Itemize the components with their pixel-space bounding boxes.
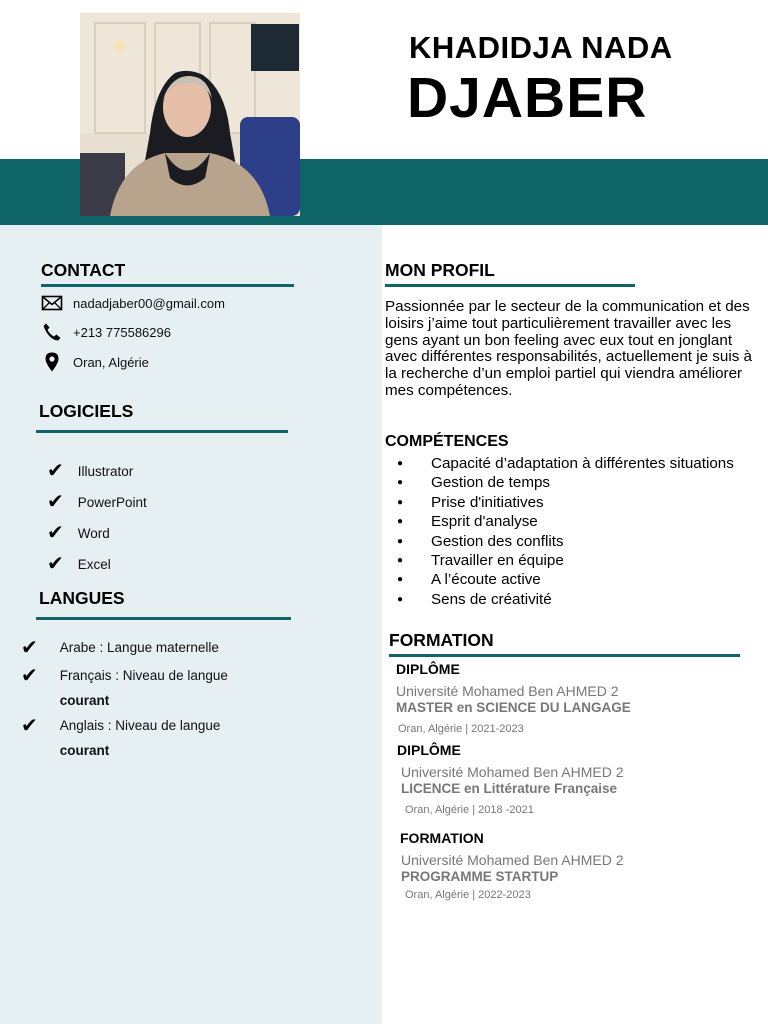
language-level: courant — [59, 693, 110, 708]
first-names: KHADIDJA NADA — [409, 30, 673, 65]
languages-rule — [36, 617, 291, 620]
language-item-label: Arabe : Langue maternelle — [59, 640, 219, 655]
checkmark-icon: ✔ — [21, 715, 38, 737]
education-entry-school: Université Mohamed Ben AHMED 2 — [401, 764, 624, 780]
education-entry-title: FORMATION — [400, 830, 484, 846]
checkmark-icon: ✔ — [21, 637, 38, 659]
profile-heading: MON PROFIL — [385, 260, 495, 280]
education-entry-meta: Oran, Algérie | 2021-2023 — [398, 723, 524, 735]
education-entry-degree: LICENCE en Littérature Française — [401, 781, 618, 796]
software-item-label: Word — [77, 526, 110, 541]
skills-heading: COMPÉTENCES — [385, 433, 509, 450]
list-item: ● Capacité d’adaptation à différentes situations — [396, 455, 756, 472]
education-heading: FORMATION — [389, 630, 494, 650]
education-entry-degree: MASTER en SCIENCE DU LANGAGE — [396, 700, 631, 715]
contact-location: Oran, Algérie — [73, 354, 149, 370]
profile-photo — [80, 13, 300, 216]
contact-heading: CONTACT — [41, 260, 126, 280]
software-item — [47, 553, 111, 575]
profile-rule — [385, 284, 635, 287]
language-level: courant — [59, 743, 110, 758]
list-item: ● A l’écoute active — [396, 571, 756, 588]
education-entry-meta: Oran, Algérie | 2018 -2021 — [405, 804, 534, 816]
education-entry-title: DIPLÔME — [397, 742, 461, 758]
software-item-label: Illustrator — [77, 464, 134, 479]
list-item: ● Travailler en équipe — [396, 552, 756, 569]
phone-icon — [40, 323, 64, 341]
list-item: ● Gestion de temps — [396, 474, 756, 491]
skills-list — [396, 455, 756, 610]
software-item — [47, 522, 110, 544]
list-item: ● Prise d'initiatives — [396, 494, 756, 511]
software-item — [47, 491, 147, 513]
education-entry-school: Université Mohamed Ben AHMED 2 — [396, 683, 619, 699]
software-item — [47, 460, 134, 482]
languages-heading: LANGUES — [39, 588, 125, 608]
software-rule — [36, 430, 288, 433]
envelope-icon — [40, 294, 64, 312]
software-item-label: Excel — [77, 557, 111, 572]
location-pin-icon — [40, 353, 64, 371]
checkmark-icon: ✔ — [47, 460, 64, 482]
education-entry-meta: Oran, Algérie | 2022-2023 — [405, 889, 531, 901]
list-item: ● Gestion des conflits — [396, 533, 756, 550]
software-item-label: PowerPoint — [77, 495, 147, 510]
profile-text: Passionnée par le secteur de la communication et des loisirs j’aime tout particulièrement travailler avec les gens ayant un bon feeling avec eux tout en jonglant avec différentes responsabilités, actuellement je suis à la recherche d’un emploi partiel qui viendra améliorer mes compétences. — [385, 298, 752, 399]
checkmark-icon: ✔ — [47, 553, 64, 575]
language-item — [21, 715, 221, 763]
language-item-label: Français : Niveau de langue courant — [59, 668, 228, 708]
contact-email[interactable]: nadadjaber00@gmail.com — [73, 295, 225, 311]
list-item: ● Sens de créativité — [396, 591, 756, 608]
education-entry-degree: PROGRAMME STARTUP — [401, 869, 559, 884]
sidebar-panel — [0, 225, 382, 1024]
checkmark-icon: ✔ — [21, 665, 38, 687]
checkmark-icon: ✔ — [47, 491, 64, 513]
education-entry-school: Université Mohamed Ben AHMED 2 — [401, 852, 624, 868]
software-heading: LOGICIELS — [39, 401, 134, 421]
contact-phone-row — [40, 323, 171, 341]
checkmark-icon: ✔ — [47, 522, 64, 544]
contact-location-row — [40, 353, 149, 371]
language-item — [21, 665, 228, 713]
contact-phone[interactable]: +213 775586296 — [73, 324, 171, 340]
last-name: DJABER — [407, 66, 648, 130]
education-entry-title: DIPLÔME — [396, 661, 460, 677]
contact-email-row — [40, 294, 225, 312]
contact-rule — [41, 284, 294, 287]
language-item — [21, 637, 219, 660]
language-item-label: Anglais : Niveau de langue courant — [59, 718, 221, 758]
list-item: ● Esprit d'analyse — [396, 513, 756, 530]
education-rule — [389, 654, 740, 657]
